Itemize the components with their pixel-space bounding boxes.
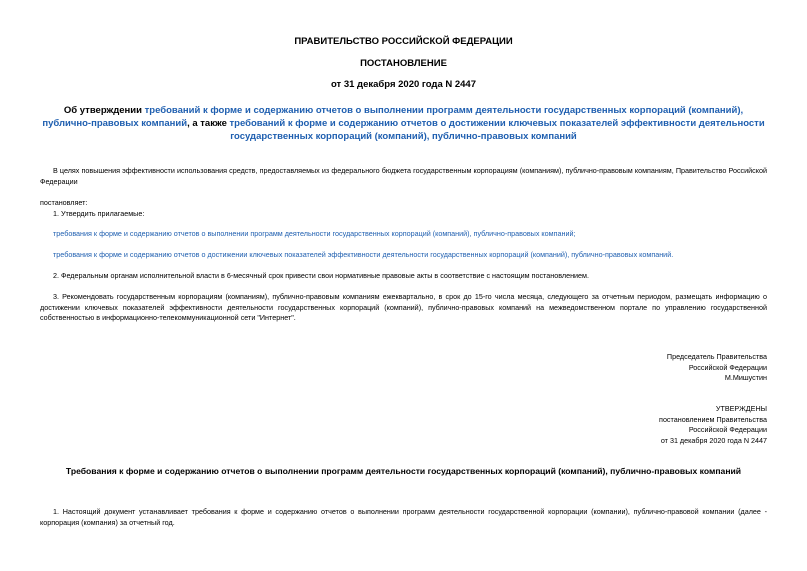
requirements-paragraph-1: 1. Настоящий документ устанавливает требования к форме и содержанию отчетов о выполнении программ деятельности государственной корпорации (компании), публично-правовой компании (далее - корпорация (компания) за отчетный год. [40,507,767,527]
signature-position: Председатель Правительства [666,352,767,361]
intro-paragraph: В целях повышения эффективности использования средств, предоставляемых из федерального бюджета государственным корпорациям (компаниям), публично-правовым компаниям, Правительство Российской Федерации [40,166,767,186]
approval-heading: УТВЕРЖДЕНЫ [715,404,767,413]
title-middle: , а также [187,118,230,129]
approval-block [467,404,767,446]
document-title [40,104,767,143]
signature-name: М.Мишустин [724,373,767,382]
item-1-link-kpi-requirements[interactable]: требования к форме и содержанию отчетов о достижении ключевых показателей эффективности деятельности государственных корпораций (компаний), публично-правовых компаний. [53,250,674,259]
item-2: 2. Федеральным органам исполнительной власти в 6-месячный срок привести свои нормативные правовые акты в соответствие с настоящим постановлением. [53,271,589,280]
government-heading: ПРАВИТЕЛЬСТВО РОССИЙСКОЙ ФЕДЕРАЦИИ [294,36,513,47]
document-date-number: от 31 декабря 2020 года N 2447 [330,79,476,90]
item-1: 1. Утвердить прилагаемые: [53,209,145,218]
document-type: ПОСТАНОВЛЕНИЕ [360,58,447,69]
approval-line-3: Российской Федерации [688,425,767,434]
title-prefix: Об утверждении [63,105,145,116]
signature-block [467,352,767,384]
signature-country: Российской Федерации [688,362,767,372]
item-3: 3. Рекомендовать государственным корпорациям (компаниям), публично-правовым компаниям ежеквартально, в срок до 15-го числа месяца, следующего за отчетным периодом, размещать информацию о достижении ключевых показателей эффективности деятельности государственных корпораций (компаний), публично-правовых компаний на межведомственном портале по управлению государственной собственностью в информационно-телекоммуникационной сети "Интернет". [40,292,767,322]
title-link-kpi-reports[interactable]: требований к форме и содержанию отчетов о достижении ключевых показателей эффективности деятельности государственных корпораций (компаний), публично-правовых компаний [229,118,765,142]
decrees-word: постановляет: [40,198,88,207]
requirements-title: Требования к форме и содержанию отчетов о выполнении программ деятельности государственных корпораций (компаний), публично-правовых компаний [65,466,742,476]
item-1-link-program-requirements[interactable]: требования к форме и содержанию отчетов о выполнении программ деятельности государственных корпораций (компаний), публично-правовых компаний; [53,229,576,238]
approval-line-4: от 31 декабря 2020 года N 2447 [660,435,767,445]
title-link-program-reports[interactable]: требований к форме и содержанию отчетов о выполнении программ деятельности государственных корпораций (компаний), публично-правовых компаний [42,105,744,129]
approval-line-2: постановлением Правительства [659,414,767,424]
